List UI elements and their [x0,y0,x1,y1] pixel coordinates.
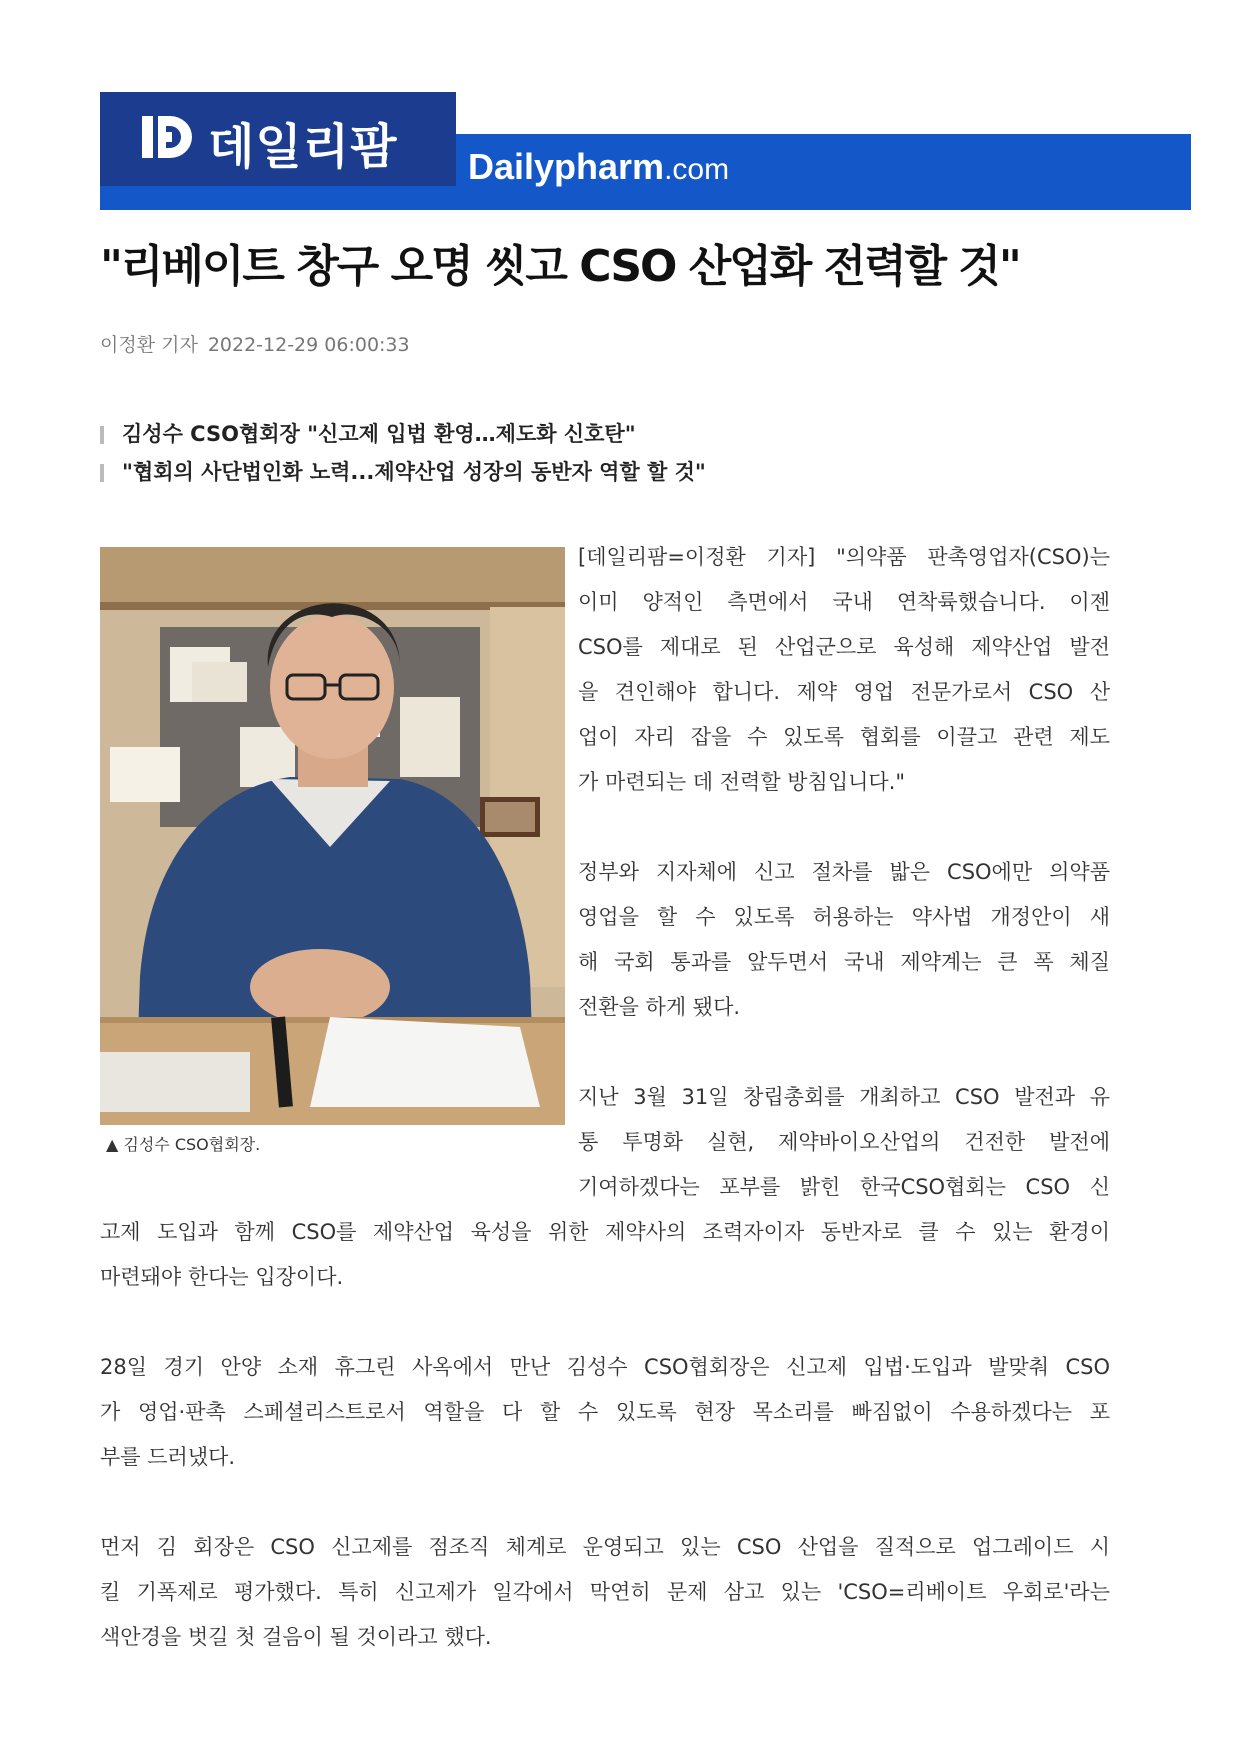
text-line: 색안경을 벗길 첫 걸음이 될 것이라고 했다. [100,1625,492,1649]
text-line: 고제 도입과 함께 CSO를 제약산업 육성을 위한 제약사의 조력자이자 동반자로 클 수 있는 환경이 [100,1220,1110,1244]
brand-wordmark[interactable] [468,146,729,188]
brand-domain: .com [664,153,730,186]
text-line: 통 투명화 실현, 제약바이오산업의 건전한 발전에 [578,1130,1110,1154]
text-line: 가 마련되는 데 전력할 방침입니다." [578,770,906,794]
text-line: 부를 드러냈다. [100,1445,236,1469]
text-line: [데일리팜=이정환 기자] "의약품 판촉영업자(CSO)는 [578,545,1110,569]
text-line: 28일 경기 안양 소재 휴그린 사옥에서 만난 김성수 CSO협회장은 신고제 입법·도입과 발맞춰 CSO [100,1355,1110,1379]
text-line: 마련돼야 한다는 입장이다. [100,1265,344,1289]
text-line: 업이 자리 잡을 수 있도록 협회를 이끌고 관련 제도 [578,725,1110,749]
logo-korean-text: 데일리팜 [208,119,398,175]
dailypharm-logo-icon [140,112,194,162]
article-byline [100,330,420,357]
paragraph-2 [578,850,1110,1030]
article-datetime: 2022-12-29 06:00:33 [207,334,410,356]
text-line: 영업을 할 수 있도록 허용하는 약사법 개정안이 새 [578,905,1110,929]
paragraph-5 [100,1525,1110,1660]
article-headline: "리베이트 창구 오명 씻고 CSO 산업화 전력할 것" [100,241,1020,292]
text-line: 해 국회 통과를 앞두면서 국내 제약계는 큰 폭 체질 [578,950,1110,974]
text-line: 먼저 김 회장은 CSO 신고제를 점조직 체계로 운영되고 있는 CSO 산업을 질적으로 업그레이드 시 [100,1535,1110,1559]
article-photo [100,547,565,1125]
text-line: 이미 양적인 측면에서 국내 연착륙했습니다. 이젠 [578,590,1110,614]
subhead-text: 김성수 CSO협회장 "신고제 입법 환영…제도화 신호탄" [122,422,636,446]
text-line: 을 견인해야 합니다. 제약 영업 전문가로서 CSO 산 [578,680,1110,704]
text-line: 킬 기폭제로 평가했다. 특히 신고제가 일각에서 막연히 문제 삼고 있는 'CSO=리베이트 우회로'라는 [100,1580,1110,1604]
subheads [100,418,1100,494]
subhead-text: "협회의 사단법인화 노력...제약산업 성장의 동반자 역할 할 것" [122,460,706,484]
text-line: 가 영업·판촉 스페셜리스트로서 역할을 다 할 수 있도록 현장 목소리를 빠짐없이 수용하겠다는 포 [100,1400,1110,1424]
paragraph-4 [100,1345,1110,1480]
subhead-item [100,418,1100,456]
paragraph-1 [578,535,1110,805]
masthead [100,92,1191,210]
subhead-bar [100,464,104,482]
subhead-bar [100,426,104,444]
brand-name: Dailypharm [468,146,665,187]
paragraph-3-narrow [578,1075,1110,1210]
text-line: 지난 3월 31일 창립총회를 개최하고 CSO 발전과 유 [578,1085,1110,1109]
photo-caption: ▲ 김성수 CSO협회장. [106,1135,261,1154]
subhead-item [100,456,1100,494]
text-line: CSO를 제대로 된 산업군으로 육성해 제약산업 발전 [578,635,1110,659]
text-line: 정부와 지자체에 신고 절차를 밟은 CSO에만 의약품 [578,860,1110,884]
reporter-name: 이정환 기자 [100,334,198,356]
masthead-logo-block[interactable] [100,92,456,186]
text-line: 기여하겠다는 포부를 밝힌 한국CSO협회는 CSO 신 [578,1175,1110,1199]
paragraph-3-wide [100,1210,1110,1300]
text-line: 전환을 하게 됐다. [578,995,741,1019]
